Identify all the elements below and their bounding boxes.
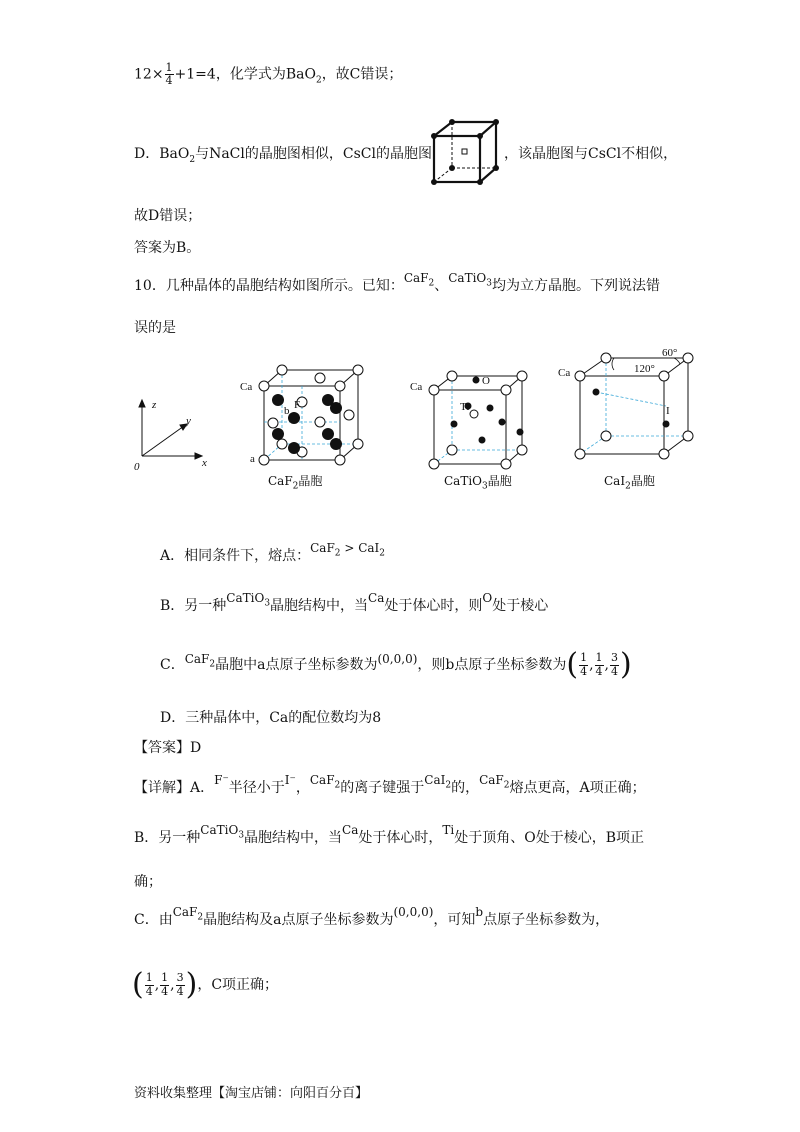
- axis-x-label: x: [202, 457, 207, 469]
- coordinate-axes: [128, 392, 212, 472]
- cai2-i-label: I: [666, 405, 670, 417]
- detail-line-5: ( $\frac{1}{4}$ , $\frac{1}{4}$ , $\frac{3}{4}$ )，C项正确；: [132, 967, 279, 1002]
- detail-line-3: 确；: [134, 874, 162, 890]
- catio3-cell-diagram: [404, 364, 532, 470]
- detail-line-1: 【详解】A．F⁻半径小于I⁻，CaF$_2$的离子键强于CaI$_2$的，CaF$_2$熔点更高，A项正确；: [134, 773, 646, 796]
- caf2-ca-label: Ca: [240, 381, 253, 393]
- detail-line-2: B．另一种CaTiO$_3$晶胞结构中，当Ca处于体心时，Ti处于顶角、O处于棱心，B项正: [134, 823, 644, 846]
- line-1-prefix: 12×: [134, 66, 164, 83]
- option-b: B．另一种CaTiO$_3$晶胞结构中，当Ca处于体心时，则O处于棱心: [160, 591, 549, 614]
- catio3-caption: CaTiO$_3$晶胞: [444, 474, 512, 492]
- catio3-o-label: O: [482, 375, 490, 387]
- cai2-ca-label: Ca: [558, 367, 571, 379]
- d-wrong-line: 故D错误；: [134, 208, 202, 224]
- axis-y-label: y: [186, 415, 191, 427]
- detail-line-4: C．由CaF$_2$晶胞结构及a点原子坐标参数为(0,0,0)，可知b点原子坐标参数为，: [134, 905, 610, 928]
- prev-option-d-text: D．BaO$_2$与NaCl的晶胞图相似，CsCl的晶胞图: [134, 146, 432, 165]
- cai2-angle-120: 120°: [634, 363, 655, 375]
- option-d: D．三种晶体中，Ca的配位数均为8: [160, 710, 382, 726]
- question-10-line-2: 误的是: [134, 320, 176, 336]
- axis-origin-label: 0: [134, 461, 140, 472]
- caf2-cell-diagram: [236, 362, 376, 470]
- line-1: 12× $\frac{1}{4}$ +1=4，化学式为BaO$_2$，故C错误；: [134, 61, 403, 88]
- caf2-a-label: a: [250, 453, 255, 465]
- catio3-ti-label: Ti: [460, 401, 470, 413]
- fraction-one-quarter: $\frac{1}{4}$: [165, 61, 173, 88]
- cscl-cell-icon: [428, 116, 500, 188]
- axis-z-label: z: [152, 399, 157, 411]
- question-10-line-1: 10．几种晶体的晶胞结构如图所示。已知：CaF$_2$、CaTiO$_3$均为立方晶胞。下列说法错: [134, 271, 660, 294]
- cai2-caption: CaI$_2$晶胞: [604, 474, 655, 492]
- answer-line: 【答案】D: [134, 740, 202, 756]
- prev-option-d-text-2: ，该晶胞图与CsCl不相似，: [504, 146, 678, 162]
- caf2-b-label: b: [284, 405, 290, 417]
- catio3-ca-label: Ca: [410, 381, 423, 393]
- footer: 资料收集整理【淘宝店铺：向阳百分百】: [134, 1086, 369, 1101]
- cai2-angle-60: 60°: [662, 347, 678, 359]
- cai2-cell-diagram: [556, 346, 698, 468]
- caf2-f-label: F: [294, 399, 301, 411]
- answer-b-line: 答案为B。: [134, 240, 201, 256]
- option-a: A．相同条件下，熔点：CaF$_2$ > CaI$_2$: [160, 541, 386, 564]
- caf2-caption: CaF$_2$晶胞: [268, 474, 323, 492]
- option-c: C．CaF$_2$晶胞中a点原子坐标参数为(0,0,0)，则b点原子坐标参数为( $\frac{1}{4}$ , $\frac{1}{4}$ , $\frac{3}{4}$ ): [160, 647, 632, 682]
